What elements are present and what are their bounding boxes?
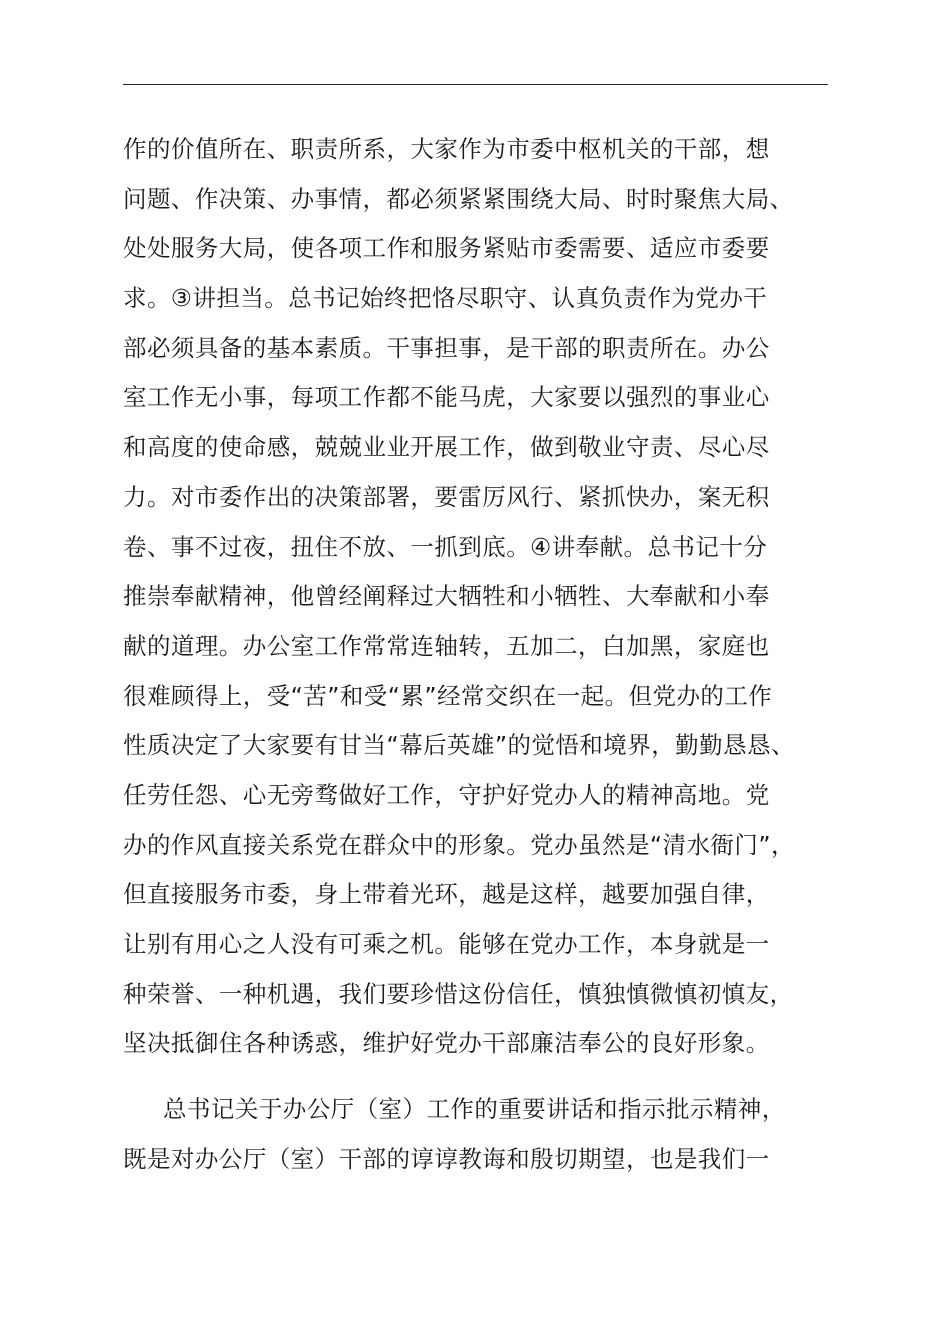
- paragraph-line: 种荣誉、一种机遇，我们要珍惜这份信任，慎独慎微慎初慎友，: [123, 979, 794, 1008]
- paragraph-line: 但直接服务市委，身上带着光环，越是这样，越要加强自律，: [123, 880, 770, 909]
- paragraph-line: 办的作风直接关系党在群众中的形象。党办虽然是“清水衙门”，: [123, 830, 795, 859]
- paragraph-line: 推崇奉献精神，他曾经阐释过大牺牲和小牺牲、大奉献和小奉: [123, 582, 770, 611]
- paragraph-line: 作的价值所在、职责所系，大家作为市委中枢机关的干部，想: [123, 135, 770, 163]
- paragraph-line: 任劳任怨、心无旁骛做好工作，守护好党办人的精神高地。党: [123, 780, 770, 809]
- paragraph-line: 很难顾得上，受“苦”和受“累”经常交织在一起。但党办的工作: [123, 681, 773, 710]
- paragraph-line: 总书记关于办公厅（室）工作的重要讲话和指示批示精神，: [163, 1095, 786, 1123]
- paragraph-line: 求。③讲担当。总书记始终把恪尽职守、认真负责作为党办干: [123, 284, 768, 313]
- paragraph-line: 既是对办公厅（室）干部的谆谆教诲和殷切期望，也是我们一: [123, 1144, 770, 1173]
- paragraph-line: 和高度的使命感，兢兢业业开展工作，做到敬业守责、尽心尽: [123, 433, 770, 462]
- paragraph-2: [123, 1085, 843, 1184]
- paragraph-line: 让别有用心之人没有可乘之机。能够在党办工作，本身就是一: [123, 930, 770, 958]
- paragraph-line: 部必须具备的基本素质。干事担事，是干部的职责所在。办公: [123, 333, 770, 362]
- paragraph-line: 问题、作决策、办事情，都必须紧紧围绕大局、时时聚焦大局、: [123, 184, 794, 213]
- paragraph-line: 献的道理。办公室工作常常连轴转，五加二，白加黑，家庭也: [123, 631, 770, 660]
- paragraph-line: 坚决抵御住各种诱惑，维护好党办干部廉洁奉公的良好形象。: [123, 1029, 770, 1058]
- header-rule: [123, 84, 828, 85]
- paragraph-line: 力。对市委作出的决策部署，要雷厉风行、紧抓快办，案无积: [123, 482, 770, 511]
- paragraph-line: 室工作无小事，每项工作都不能马虎，大家要以强烈的事业心: [123, 383, 770, 412]
- paragraph-line: 卷、事不过夜，扭住不放、一抓到底。④讲奉献。总书记十分: [123, 532, 768, 561]
- paragraph-line: 处处服务大局，使各项工作和服务紧贴市委需要、适应市委要: [123, 234, 770, 263]
- paragraph-1: [123, 125, 843, 1069]
- paragraph-line: 性质决定了大家要有甘当“幕后英雄”的觉悟和境界，勤勤恳恳、: [123, 731, 795, 760]
